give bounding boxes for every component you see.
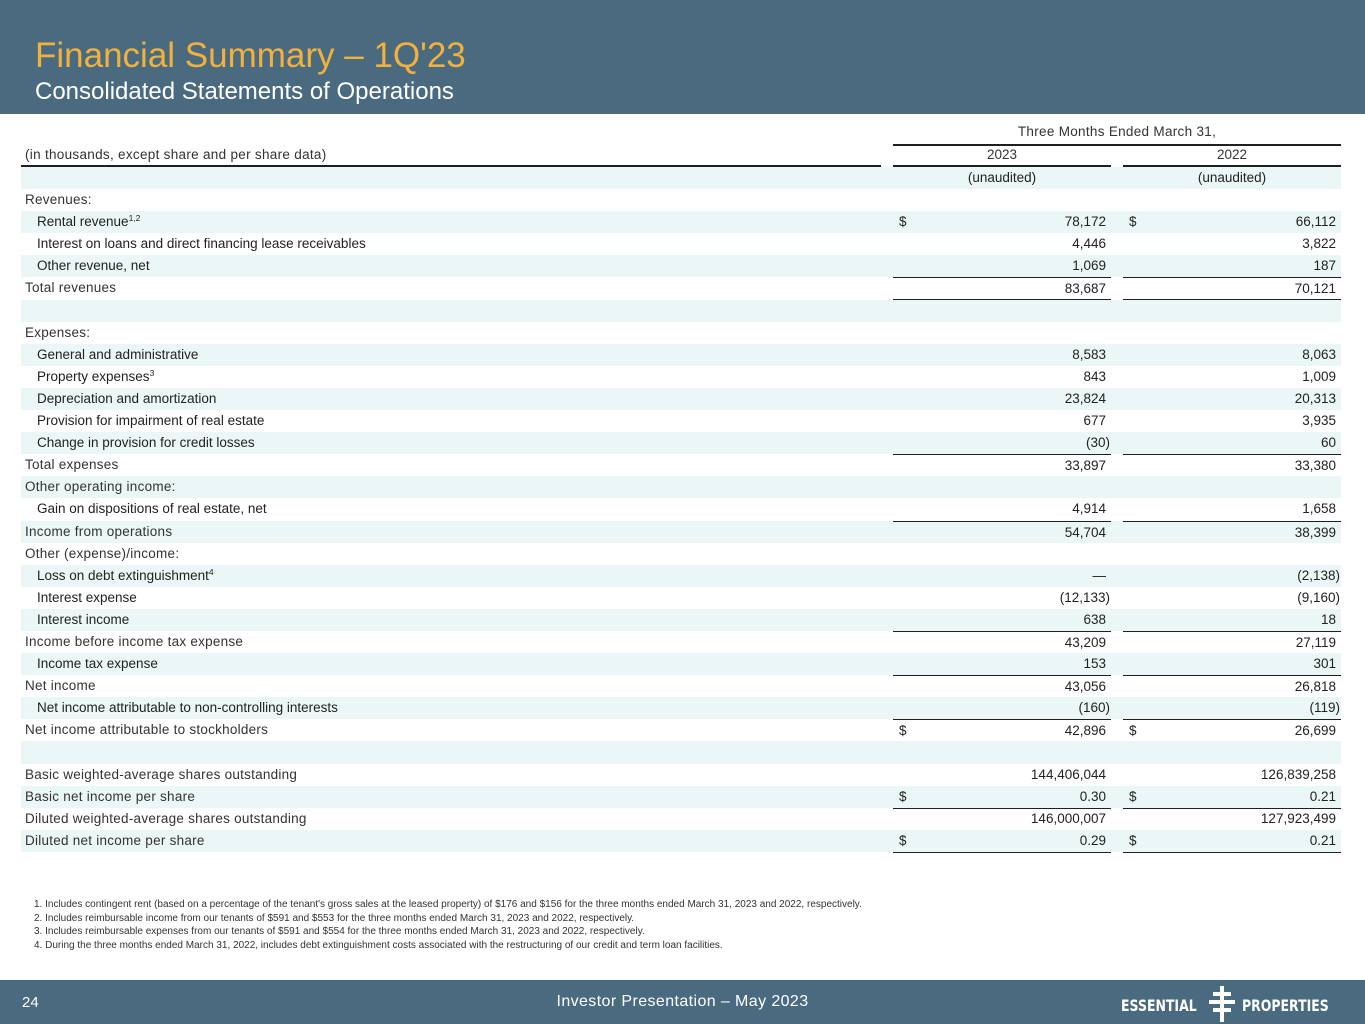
table-row bbox=[21, 764, 1341, 786]
value: 0.29 bbox=[1079, 832, 1106, 848]
value: 127,923,499 bbox=[1260, 810, 1336, 826]
row-label-text: Income before income tax expense bbox=[25, 633, 244, 649]
value: 0.30 bbox=[1079, 788, 1106, 804]
table-row bbox=[21, 233, 1341, 255]
value: 18 bbox=[1320, 611, 1336, 627]
value: 8,063 bbox=[1302, 346, 1336, 362]
value: 26,818 bbox=[1294, 679, 1336, 695]
row-label-text: Income tax expense bbox=[37, 656, 158, 672]
value-cell-2023 bbox=[893, 277, 1111, 300]
row-label bbox=[25, 764, 297, 786]
value-cell-2022 bbox=[1123, 476, 1341, 498]
value-cell-2022 bbox=[1123, 211, 1341, 233]
row-label-text: Other operating income: bbox=[25, 479, 176, 495]
logo-word-properties: PROPERTIES bbox=[1242, 996, 1329, 1015]
table-row bbox=[21, 609, 1341, 631]
table-row bbox=[21, 498, 1341, 520]
value-cell-2022 bbox=[1123, 565, 1341, 587]
header-banner bbox=[0, 0, 1365, 114]
value-cell-2022 bbox=[1123, 189, 1341, 211]
value-cell-2023 bbox=[893, 476, 1111, 498]
value: 66,112 bbox=[1295, 214, 1336, 230]
value-cell-2022 bbox=[1123, 521, 1341, 543]
row-label bbox=[25, 719, 268, 741]
value: 8,583 bbox=[1072, 346, 1106, 362]
row-label-text: Net income attributable to non-controlling interests bbox=[37, 700, 338, 716]
units-label: (in thousands, except share and per share data) bbox=[25, 147, 327, 162]
value: (2,138) bbox=[1297, 567, 1340, 583]
value-cell-2023 bbox=[893, 388, 1111, 410]
row-label bbox=[25, 454, 119, 476]
row-label-text: Loss on debt extinguishment bbox=[37, 567, 209, 583]
value: 0.21 bbox=[1309, 788, 1336, 804]
row-label bbox=[25, 277, 116, 299]
value-cell-2022 bbox=[1123, 764, 1341, 786]
value-cell-2023 bbox=[893, 675, 1111, 697]
footnote-marker: 3 bbox=[149, 367, 155, 378]
value: 20,313 bbox=[1294, 390, 1336, 406]
row-label-text: Other revenue, net bbox=[37, 258, 150, 274]
table-row bbox=[21, 454, 1341, 476]
row-label-text: Net income attributable to stockholders bbox=[25, 722, 269, 738]
company-logo bbox=[1120, 986, 1340, 1022]
value: 33,380 bbox=[1294, 458, 1336, 474]
row-label bbox=[25, 521, 172, 543]
row-label bbox=[25, 543, 179, 565]
value-cell-2022 bbox=[1123, 277, 1341, 300]
row-label-text: Revenues: bbox=[25, 192, 92, 208]
value: 144,406,044 bbox=[1030, 766, 1106, 782]
value: (9,160) bbox=[1297, 589, 1340, 605]
value-cell-2022 bbox=[1123, 697, 1341, 719]
value-cell-2023 bbox=[893, 587, 1111, 609]
row-label bbox=[37, 211, 140, 233]
value-cell-2022 bbox=[1123, 786, 1341, 809]
row-label bbox=[37, 233, 366, 255]
row-label-text: Diluted net income per share bbox=[25, 832, 205, 848]
footnotes bbox=[34, 898, 862, 952]
row-label-text: Other (expense)/income: bbox=[25, 545, 180, 561]
value-cell-2023 bbox=[893, 189, 1111, 211]
value-cell-2023 bbox=[893, 322, 1111, 344]
value-cell-2023 bbox=[893, 741, 1111, 763]
value-cell-2022 bbox=[1123, 255, 1341, 277]
currency-symbol: $ bbox=[899, 788, 907, 804]
row-label bbox=[37, 366, 154, 388]
value: 42,896 bbox=[1064, 723, 1106, 739]
value-cell-2023 bbox=[893, 653, 1111, 675]
value: 33,897 bbox=[1064, 458, 1106, 474]
value: 38,399 bbox=[1294, 524, 1336, 540]
footnote: 2. Includes reimbursable income from our tenants of $591 and $553 for the three months ended March 31, 2023 and 2022, respectively. bbox=[34, 912, 635, 924]
value-cell-2022 bbox=[1123, 631, 1341, 653]
statement-table bbox=[21, 167, 1341, 852]
row-label-text: Total revenues bbox=[25, 280, 117, 296]
audit-note-cell bbox=[1123, 167, 1341, 189]
value: 78,172 bbox=[1064, 214, 1106, 230]
row-label-text: Gain on dispositions of real estate, net bbox=[37, 501, 267, 517]
table-row bbox=[21, 543, 1341, 565]
row-label bbox=[37, 609, 129, 631]
row-label-text: Diluted weighted-average shares outstanding bbox=[25, 810, 307, 826]
value-cell-2022 bbox=[1123, 300, 1341, 322]
value-cell-2023 bbox=[893, 300, 1111, 322]
value: 43,209 bbox=[1064, 634, 1106, 650]
value-cell-2023 bbox=[893, 786, 1111, 809]
table-row bbox=[21, 719, 1341, 741]
currency-symbol: $ bbox=[899, 723, 907, 739]
value-cell-2023 bbox=[893, 366, 1111, 388]
audit-note-cell bbox=[893, 167, 1111, 189]
footnote-marker: 4 bbox=[208, 566, 214, 577]
row-label bbox=[25, 786, 195, 808]
table-row bbox=[21, 189, 1341, 211]
row-label-text: General and administrative bbox=[37, 346, 199, 362]
value: 638 bbox=[1083, 611, 1106, 627]
value: 60 bbox=[1320, 435, 1336, 451]
audit-note: (unaudited) bbox=[1197, 170, 1267, 185]
row-label bbox=[25, 189, 92, 211]
footer-bar bbox=[0, 980, 1365, 1024]
value-cell-2023 bbox=[893, 521, 1111, 543]
row-label-text: Expenses: bbox=[25, 324, 91, 340]
row-label bbox=[37, 587, 137, 609]
value-cell-2022 bbox=[1123, 675, 1341, 697]
page-title: Financial Summary – 1Q'23 bbox=[35, 36, 466, 75]
value-cell-2022 bbox=[1123, 366, 1341, 388]
row-label-text: Basic net income per share bbox=[25, 788, 196, 804]
table-row bbox=[21, 366, 1341, 388]
value-cell-2022 bbox=[1123, 454, 1341, 477]
currency-symbol: $ bbox=[1129, 788, 1137, 804]
table-row bbox=[21, 322, 1341, 344]
currency-symbol: $ bbox=[899, 214, 907, 230]
currency-symbol: $ bbox=[1129, 214, 1137, 230]
page-number: 24 bbox=[22, 994, 39, 1011]
row-label bbox=[37, 653, 158, 675]
value-cell-2022 bbox=[1123, 388, 1341, 410]
value: (30) bbox=[1085, 435, 1110, 451]
row-label bbox=[25, 322, 90, 344]
row-label bbox=[25, 830, 205, 852]
value-cell-2022 bbox=[1123, 587, 1341, 609]
table-row bbox=[21, 631, 1341, 653]
value: 1,069 bbox=[1072, 258, 1106, 274]
table-row bbox=[21, 741, 1341, 763]
row-label-text: Rental revenue bbox=[37, 214, 129, 230]
row-label-text: Basic weighted-average shares outstanding bbox=[25, 766, 298, 782]
value: 301 bbox=[1313, 656, 1336, 672]
value-cell-2022 bbox=[1123, 344, 1341, 366]
value-cell-2023 bbox=[893, 211, 1111, 233]
value: 126,839,258 bbox=[1260, 766, 1336, 782]
row-label bbox=[37, 432, 255, 454]
value: — bbox=[1092, 567, 1106, 583]
footnote: 3. Includes reimbursable expenses from our tenants of $591 and $554 for the three months ended March 31, 2023 and 2022, respectively. bbox=[34, 926, 645, 938]
footer-title: Investor Presentation – May 2023 bbox=[556, 993, 809, 1010]
row-label bbox=[25, 675, 96, 697]
value: 146,000,007 bbox=[1030, 810, 1106, 826]
row-label-text: Interest on loans and direct financing lease receivables bbox=[37, 236, 366, 252]
table-row bbox=[21, 653, 1341, 675]
value: 677 bbox=[1083, 413, 1106, 429]
value: 26,699 bbox=[1294, 723, 1336, 739]
value-cell-2023 bbox=[893, 255, 1111, 277]
value: 3,935 bbox=[1302, 413, 1336, 429]
row-label bbox=[37, 697, 338, 719]
table-row bbox=[21, 808, 1341, 830]
row-label-text: Provision for impairment of real estate bbox=[37, 413, 265, 429]
audit-note: (unaudited) bbox=[967, 170, 1037, 185]
row-label-text: Change in provision for credit losses bbox=[37, 435, 255, 451]
row-label bbox=[37, 255, 150, 277]
value-cell-2022 bbox=[1123, 233, 1341, 255]
table-row bbox=[21, 410, 1341, 432]
value-cell-2022 bbox=[1123, 808, 1341, 830]
value: 4,446 bbox=[1072, 236, 1106, 252]
value: 1,009 bbox=[1302, 368, 1336, 384]
table-row bbox=[21, 211, 1341, 233]
value-cell-2023 bbox=[893, 233, 1111, 255]
value-cell-2022 bbox=[1123, 741, 1341, 763]
value: (119) bbox=[1309, 700, 1340, 716]
page-subtitle: Consolidated Statements of Operations bbox=[35, 78, 454, 105]
table-row bbox=[21, 587, 1341, 609]
value: 23,824 bbox=[1064, 390, 1106, 406]
audit-note-row bbox=[21, 167, 1341, 189]
table-row bbox=[21, 432, 1341, 454]
period-header: Three Months Ended March 31, bbox=[893, 124, 1341, 146]
table-row bbox=[21, 388, 1341, 410]
value-cell-2022 bbox=[1123, 543, 1341, 565]
value: 0.21 bbox=[1309, 832, 1336, 848]
value-cell-2023 bbox=[893, 764, 1111, 786]
row-label-text: Total expenses bbox=[25, 457, 119, 473]
table-row bbox=[21, 476, 1341, 498]
footnote: 1. Includes contingent rent (based on a percentage of the tenant's gross sales at the leased property) of $176 and $156 for the three months ended March 31, 2023 and 2022, respectively. bbox=[34, 899, 862, 910]
table-row bbox=[21, 300, 1341, 322]
value: 187 bbox=[1313, 258, 1336, 274]
table-row bbox=[21, 255, 1341, 277]
value-cell-2023 bbox=[893, 697, 1111, 719]
value-cell-2023 bbox=[893, 609, 1111, 631]
value: 1,658 bbox=[1302, 501, 1336, 517]
value-cell-2023 bbox=[893, 344, 1111, 366]
row-label-text: Net income bbox=[25, 678, 96, 694]
footnote: 4. During the three months ended March 31, 2022, includes debt extinguishment costs associated with the restructuring of our credit and term loan facilities. bbox=[34, 939, 723, 951]
value: (12,133) bbox=[1059, 589, 1110, 605]
value-cell-2023 bbox=[893, 454, 1111, 477]
row-label bbox=[37, 410, 264, 432]
table-row bbox=[21, 521, 1341, 543]
currency-symbol: $ bbox=[1129, 832, 1137, 848]
row-label bbox=[25, 808, 307, 830]
value-cell-2023 bbox=[893, 830, 1111, 853]
value-cell-2023 bbox=[893, 498, 1111, 520]
table-row bbox=[21, 344, 1341, 366]
logo-word-essential: ESSENTIAL bbox=[1121, 996, 1197, 1015]
table-row bbox=[21, 675, 1341, 697]
value-cell-2022 bbox=[1123, 609, 1341, 631]
value-cell-2022 bbox=[1123, 498, 1341, 520]
value: 83,687 bbox=[1064, 281, 1106, 297]
table-row bbox=[21, 786, 1341, 808]
column-header-2023: 2023 bbox=[893, 147, 1111, 167]
row-label bbox=[37, 498, 267, 520]
value: 4,914 bbox=[1072, 501, 1106, 517]
row-label bbox=[25, 476, 176, 498]
row-label-text: Interest expense bbox=[37, 589, 137, 605]
value-cell-2023 bbox=[893, 631, 1111, 653]
footnote-marker: 1,2 bbox=[128, 213, 141, 224]
logo-mark-icon bbox=[1209, 986, 1235, 1022]
value-cell-2022 bbox=[1123, 653, 1341, 675]
value: 27,119 bbox=[1295, 634, 1336, 650]
table-row bbox=[21, 277, 1341, 299]
row-label bbox=[37, 565, 214, 587]
value-cell-2023 bbox=[893, 432, 1111, 454]
value: 153 bbox=[1083, 656, 1106, 672]
value: 70,121 bbox=[1294, 281, 1336, 297]
row-label-text: Interest income bbox=[37, 611, 130, 627]
value: 843 bbox=[1083, 368, 1106, 384]
table-row bbox=[21, 565, 1341, 587]
value-cell-2022 bbox=[1123, 322, 1341, 344]
value-cell-2023 bbox=[893, 410, 1111, 432]
row-label bbox=[25, 631, 243, 653]
row-label-text: Property expenses bbox=[37, 368, 150, 384]
row-label-text: Depreciation and amortization bbox=[37, 390, 217, 406]
table-row bbox=[21, 697, 1341, 719]
value-cell-2022 bbox=[1123, 410, 1341, 432]
value-cell-2022 bbox=[1123, 830, 1341, 853]
value: 3,822 bbox=[1302, 236, 1336, 252]
value-cell-2023 bbox=[893, 543, 1111, 565]
row-label bbox=[37, 388, 216, 410]
row-label-text: Income from operations bbox=[25, 523, 173, 539]
value: 43,056 bbox=[1064, 679, 1106, 695]
column-header-2022: 2022 bbox=[1123, 147, 1341, 167]
row-label bbox=[37, 344, 198, 366]
currency-symbol: $ bbox=[899, 832, 907, 848]
value-cell-2022 bbox=[1123, 432, 1341, 454]
value-cell-2023 bbox=[893, 808, 1111, 830]
value: 54,704 bbox=[1064, 524, 1106, 540]
table-row bbox=[21, 830, 1341, 852]
currency-symbol: $ bbox=[1129, 723, 1137, 739]
value-cell-2023 bbox=[893, 565, 1111, 587]
value: (160) bbox=[1078, 700, 1110, 716]
